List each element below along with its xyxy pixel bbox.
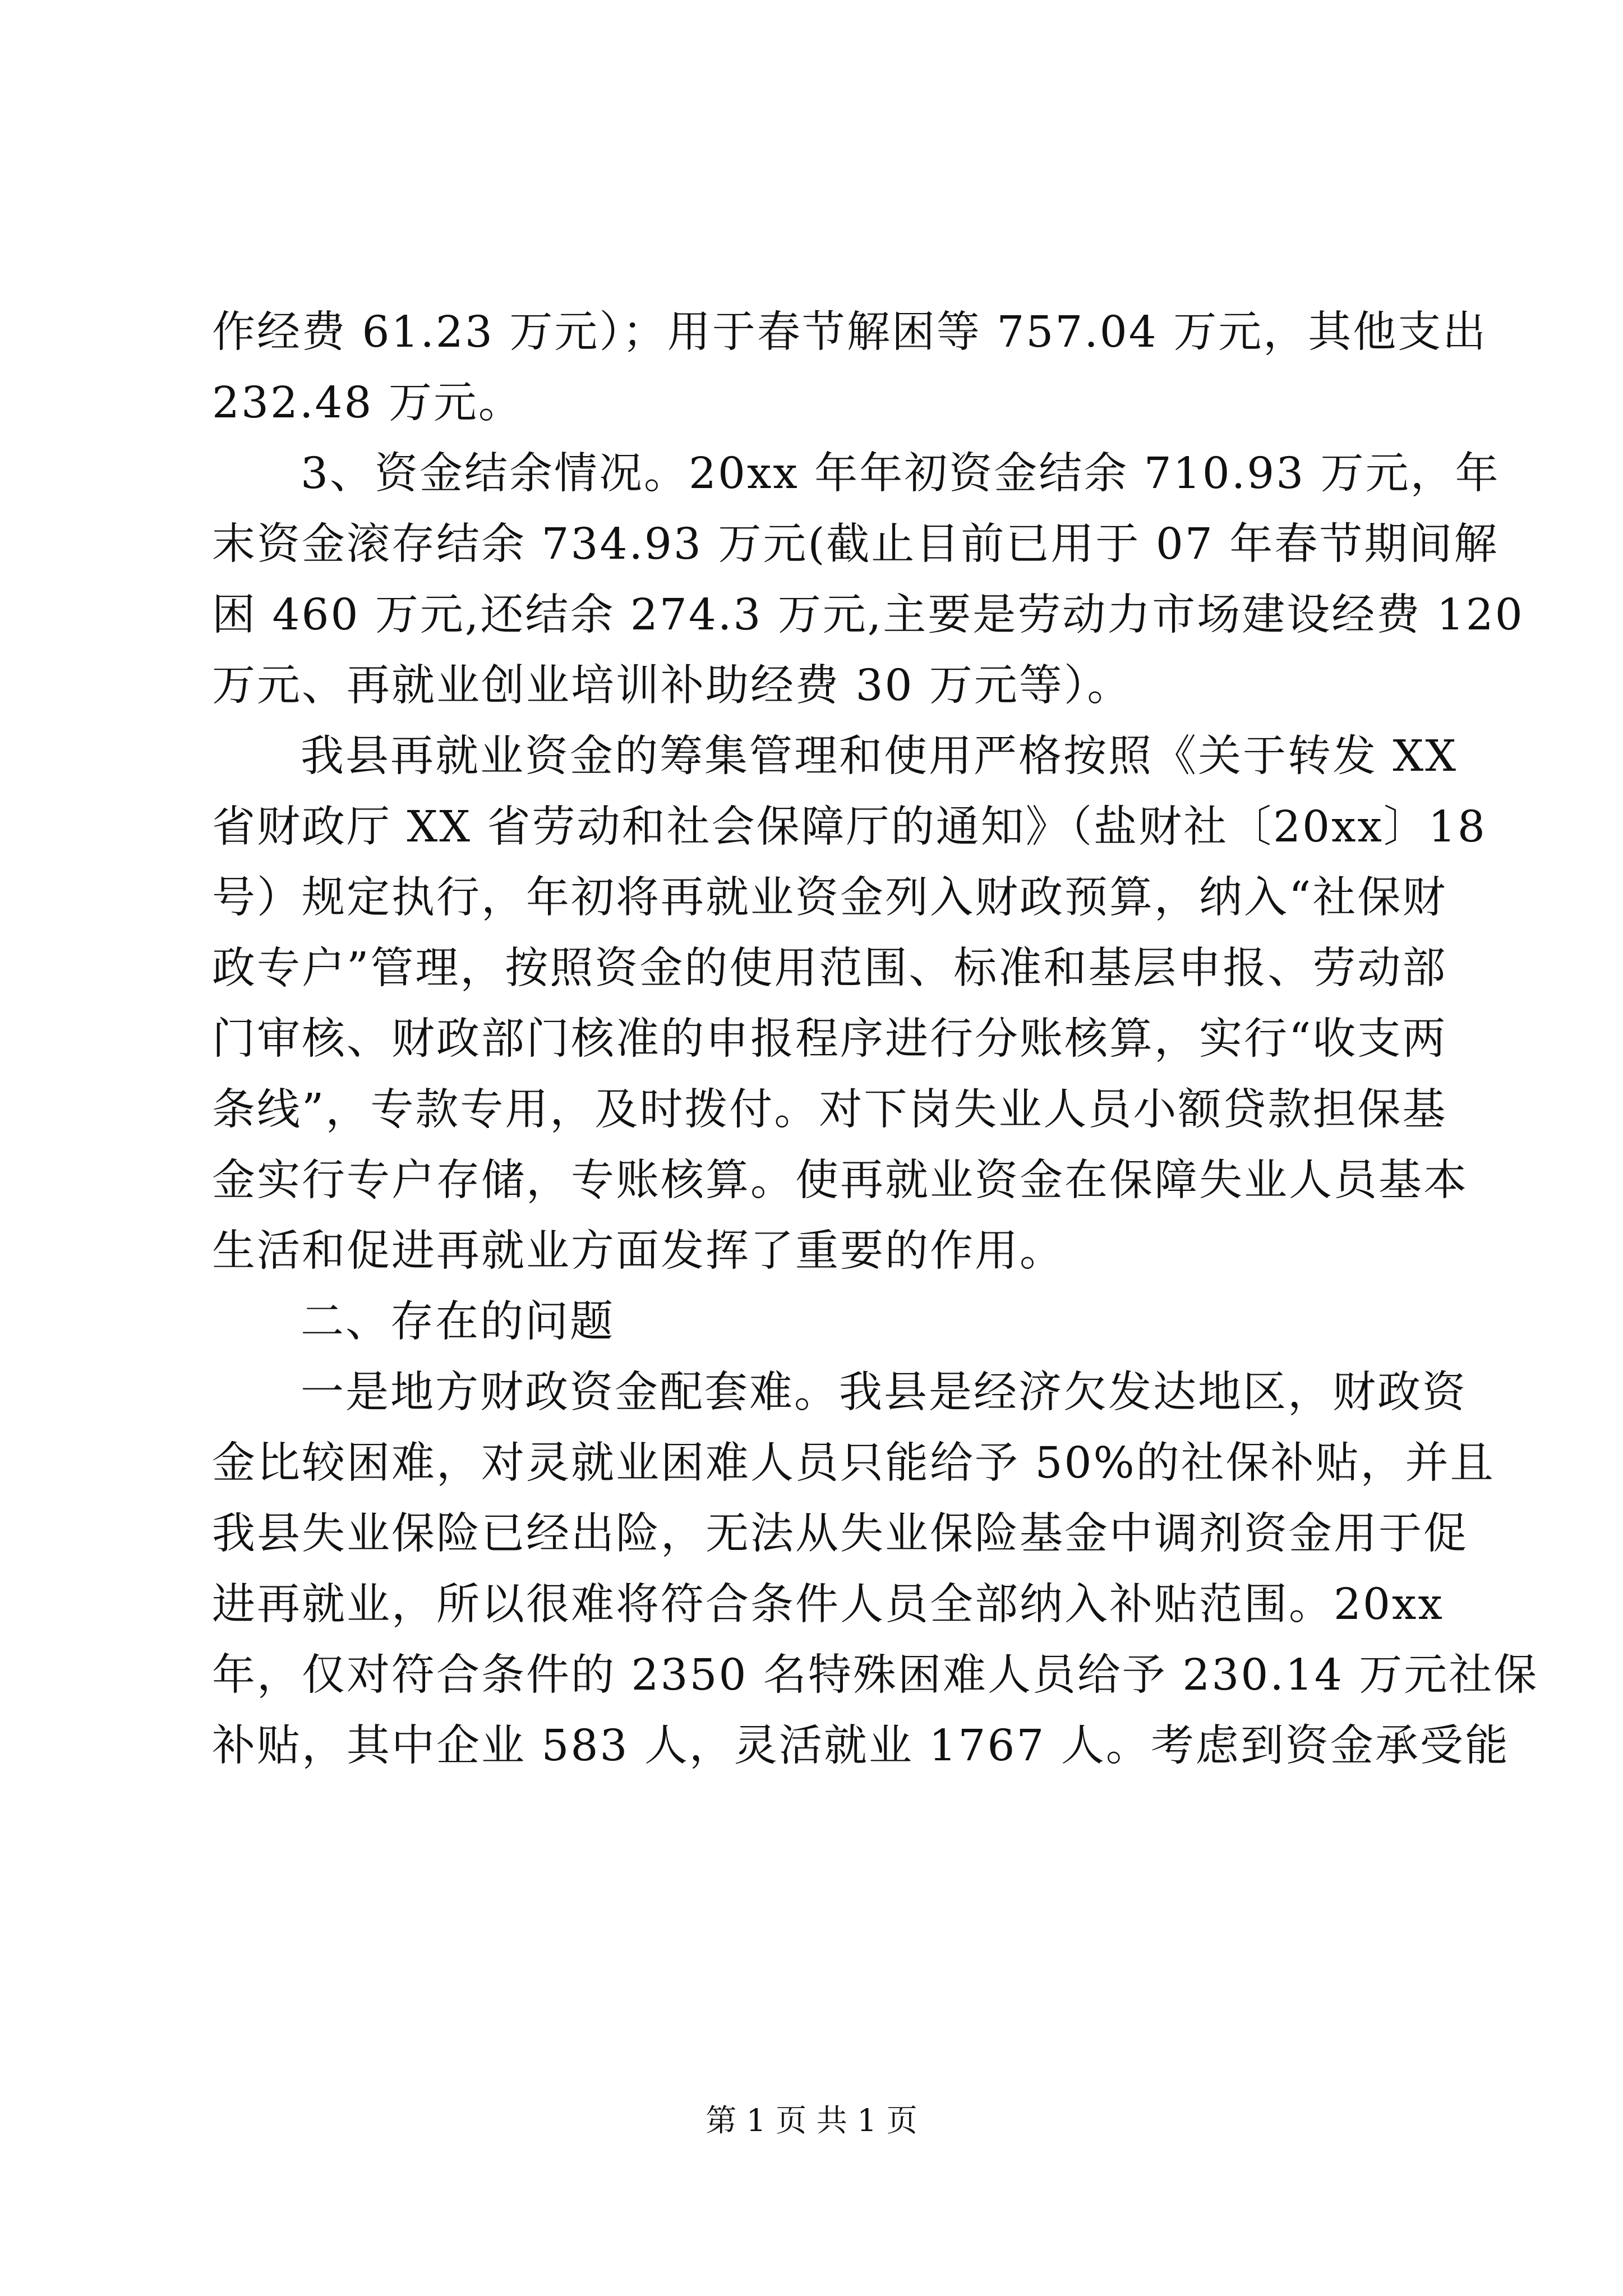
text-line: 我县失业保险已经出险，无法从失业保险基金中调剂资金用于促 [212, 1509, 1468, 1559]
text-line: 我县再就业资金的筹集管理和使用严格按照《关于转发 XX [301, 731, 1458, 781]
text-line: 补贴，其中企业 583 人，灵活就业 1767 人。考虑到资金承受能 [212, 1721, 1510, 1771]
text-line: 条线”，专款专用，及时拨付。对下岗失业人员小额贷款担保基 [212, 1085, 1447, 1135]
text-line: 末资金滚存结余 734.93 万元(截止目前已用于 07 年春节期间解 [212, 519, 1499, 569]
page-number-footer: 第 1 页 共 1 页 [706, 2102, 917, 2138]
text-line: 号）规定执行，年初将再就业资金列入财政预算，纳入“社保财 [212, 873, 1447, 923]
document-body [212, 297, 1539, 1782]
text-line: 金实行专户存储，专账核算。使再就业资金在保障失业人员基本 [212, 1156, 1468, 1205]
text-line: 232.48 万元。 [212, 378, 523, 428]
text-line: 门审核、财政部门核准的申报程序进行分账核算，实行“收支两 [212, 1014, 1447, 1064]
text-line: 3、资金结余情况。20xx 年年初资金结余 710.93 万元，年 [301, 449, 1500, 499]
text-line: 生活和促进再就业方面发挥了重要的作用。 [212, 1226, 1064, 1276]
text-line: 政专户”管理，按照资金的使用范围、标准和基层申报、劳动部 [212, 944, 1447, 993]
text-line: 进再就业，所以很难将符合条件人员全部纳入补贴范围。20xx [212, 1580, 1444, 1630]
text-line: 年，仅对符合条件的 2350 名特殊困难人员给予 230.14 万元社保 [212, 1650, 1539, 1700]
text-line: 一是地方财政资金配套难。我县是经济欠发达地区，财政资 [301, 1368, 1467, 1418]
text-line: 困 460 万元,还结余 274.3 万元,主要是劳动力市场建设经费 120 [212, 590, 1524, 640]
section-heading: 二、存在的问题 [301, 1297, 615, 1347]
text-line: 省财政厅 XX 省劳动和社会保障厅的通知》（盐财社〔20xx〕18 [212, 802, 1487, 852]
text-line: 作经费 61.23 万元）；用于春节解困等 757.04 万元，其他支出 [212, 307, 1488, 357]
text-line: 万元、再就业创业培训补助经费 30 万元等）。 [212, 661, 1132, 711]
text-line: 金比较困难，对灵就业困难人员只能给予 50%的社保补贴，并且 [212, 1438, 1495, 1488]
